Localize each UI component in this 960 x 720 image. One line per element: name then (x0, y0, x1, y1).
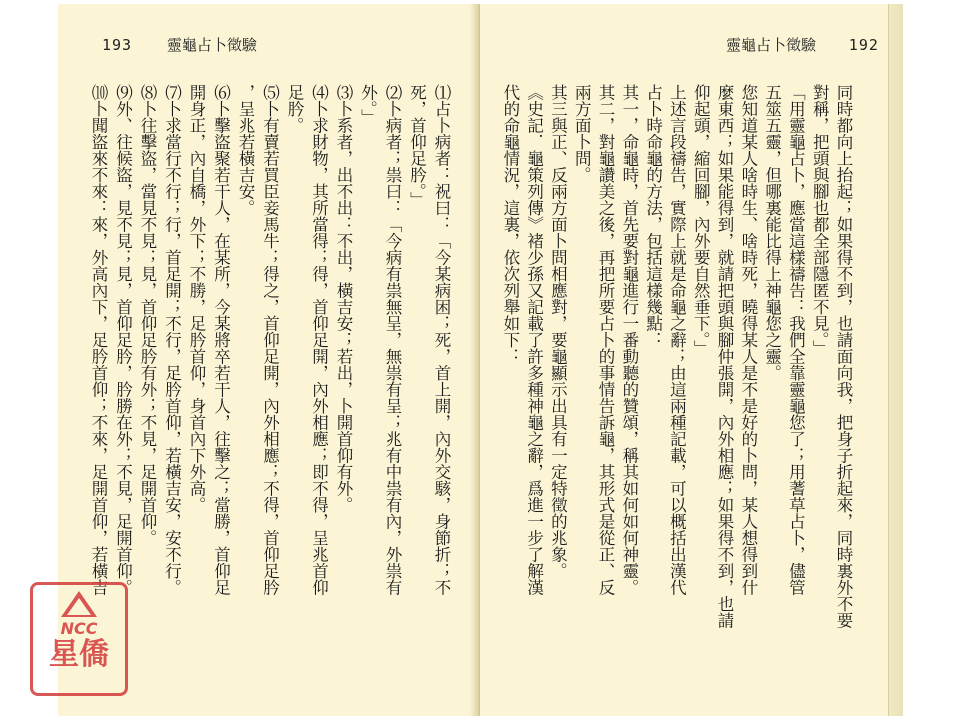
text-column: 《史記．龜策列傳》褚少孫又記載了許多種神龜之辭，爲進一步了解漢 (524, 84, 544, 596)
text-column: 外。」 (358, 84, 378, 126)
left-running-title: 靈龜占卜徵驗 (166, 36, 257, 54)
text-column: 兩方面卜問。 (572, 84, 592, 183)
text-column: ⑷卜求財物，其所當得；得，首仰足開，內外相應；即不得，呈兆首仰 (309, 84, 329, 596)
stamp-name: 星僑 (49, 637, 109, 672)
text-column: ⑸卜有賣若買臣妾馬牛；得之，首仰足開，內外相應；不得，首仰足肣 (260, 84, 280, 596)
text-column: 死，首仰足肣。」 (407, 84, 427, 208)
text-column: ，呈兆若橫吉安。 (236, 84, 255, 216)
right-page-header (726, 34, 879, 55)
text-column: ⑽卜聞盜來不來：來，外高內下，足肣首仰；不來，足開首仰，若橫吉 (89, 84, 108, 596)
text-column: 代的命龜情況，這裏，依次列舉如下： (500, 84, 520, 365)
ncc-stamp-logo (30, 582, 128, 696)
text-column: 您知道某人啥時生、啥時死，曉得某人是不是好的卜問，某人想得到什 (738, 84, 758, 596)
right-page (480, 4, 888, 716)
text-column: 其三與正、反兩方面卜問相應對，要龜顯示出具有一定特徵的兆象。 (548, 84, 568, 579)
left-page-number: 193 (102, 36, 133, 54)
text-column: ⑶卜系者，出不出：不出，橫吉安；若出，卜開首仰有外。 (334, 84, 353, 513)
text-column: 上述言段禱告，實際上就是命龜之辭；由這兩種記載，可以概括出漢代 (667, 84, 687, 596)
text-column: 麼東西；如果能得到，就請把頭與腳仲張開，內外相應；如果得不到，也請 (715, 84, 734, 629)
text-column: 「用靈龜占卜，應當這樣禱告：我們全靠靈龜您了；用蓍草占卜，儘管 (786, 84, 806, 596)
text-column: ⑴占卜病者：祝曰：「今某病困；死，首上開，內外交駭，身節折；不 (432, 84, 451, 596)
text-column: 占卜時命龜的方法，包括這樣幾點： (643, 84, 663, 348)
text-column: 對稱，把頭與腳也都全部隱匿不見。」 (810, 84, 830, 357)
text-column: ⑵卜病者；祟曰：「今病有祟無呈，無祟有呈；兆有中祟有內，外祟有 (383, 84, 402, 596)
page-edge (888, 4, 903, 716)
text-column: 其一，命龜時，首先要對龜進行一番動聽的贊頌，稱其如何如何神靈。 (619, 84, 639, 596)
text-column: ⑼外、往候盜，見不見；見，首仰足肣，肣勝在外；不見，足開首仰。 (113, 84, 133, 596)
text-column: 其二，對龜讚美之後，再把所要占卜的事情告訴龜，其形式是從正、反 (596, 84, 615, 596)
text-column: 開身正，內自橋，外下；不勝，足肣首仰，身首內下外高。 (187, 84, 206, 513)
text-column: 足肣。 (285, 84, 304, 134)
right-page-number: 192 (848, 36, 879, 54)
left-page-header (102, 34, 257, 55)
text-column: ⑻卜往擊盜，當見不見；見，首仰足肣有外；不見，足開首仰。 (138, 84, 157, 546)
right-running-title: 靈龜占卜徵驗 (726, 36, 817, 54)
text-column: ⑺卜求當行不行；行，首足開；不行，足肣首仰，若橫吉安，安不行。 (162, 84, 182, 596)
text-column: 五筮五靈，但哪裏能比得上神龜您之靈。 (762, 84, 782, 381)
triangle-icon (61, 591, 97, 617)
text-column: 同時都向上抬起；如果得不到，也請面向我，把身子折起來，同時裏外不要 (834, 84, 853, 629)
text-column: ⑹卜擊盜聚若干人，在某所，今某將卒若干人，往擊之；當勝，首仰足 (211, 84, 231, 596)
stamp-brand: NCC (60, 619, 98, 638)
text-column: 仰起頭，縮回腳，內外要自然垂下。」 (691, 84, 711, 357)
